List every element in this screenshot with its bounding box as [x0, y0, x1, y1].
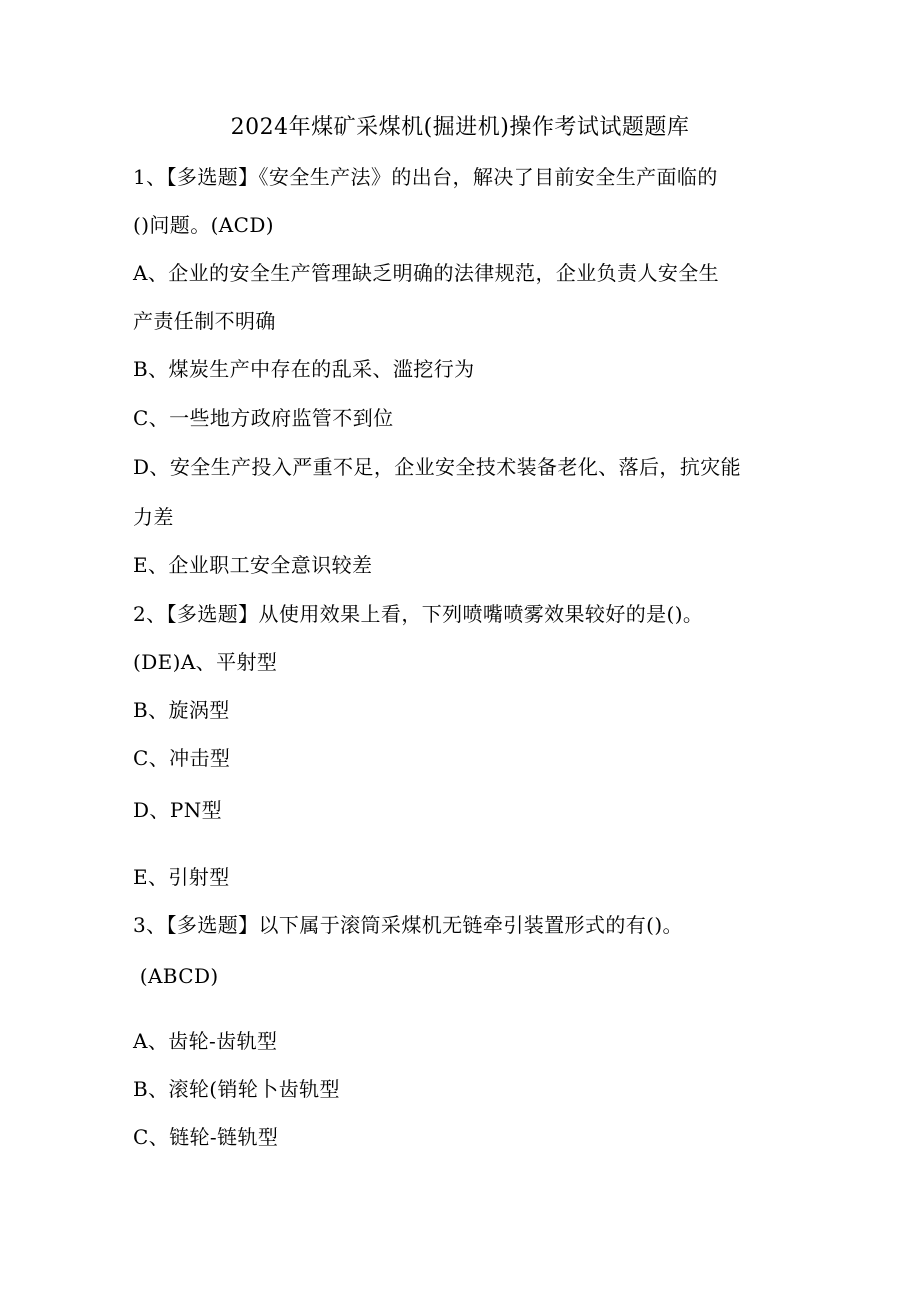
document-title: 2024年煤矿采煤机(掘进机)操作考试试题题库: [230, 115, 690, 140]
question-2-option-d: D、PN型: [133, 798, 222, 822]
question-3-answer: (ABCD): [133, 964, 219, 988]
question-1-option-c: C、一些地方政府监管不到位: [133, 406, 394, 430]
question-2-stem: 2、【多选题】从使用效果上看，下列喷嘴喷雾效果较好的是()。: [133, 602, 704, 626]
question-1-stem-line-2: ()问题。(ACD): [133, 213, 274, 237]
question-1-stem-line-1: 1、【多选题】《安全生产法》的出台，解决了目前安全生产面临的: [133, 165, 718, 189]
question-1-option-b: B、煤炭生产中存在的乱采、滥挖行为: [133, 357, 475, 381]
question-1-option-a-line-2: 产责任制不明确: [133, 309, 276, 333]
question-3-option-a: A、齿轮-齿轨型: [133, 1029, 278, 1053]
question-2-option-e: E、引射型: [133, 865, 230, 889]
question-1-option-d-line-2: 力差: [133, 505, 174, 529]
question-3-option-c: C、链轮-链轨型: [133, 1125, 279, 1149]
question-2-answer-and-option-a: (DE)A、平射型: [133, 650, 278, 674]
question-2-option-c: C、冲击型: [133, 746, 231, 770]
question-1-option-a-line-1: A、企业的安全生产管理缺乏明确的法律规范，企业负责人安全生: [133, 261, 720, 285]
question-3-option-b: B、滚轮(销轮卜齿轨型: [133, 1077, 340, 1101]
question-1-option-e: E、企业职工安全意识较差: [133, 553, 373, 577]
question-2-option-b: B、旋涡型: [133, 698, 230, 722]
question-1-option-d-line-1: D、安全生产投入严重不足，企业安全技术装备老化、落后，抗灾能: [133, 455, 742, 479]
question-3-stem: 3、【多选题】以下属于滚筒采煤机无链牵引装置形式的有()。: [133, 913, 683, 937]
